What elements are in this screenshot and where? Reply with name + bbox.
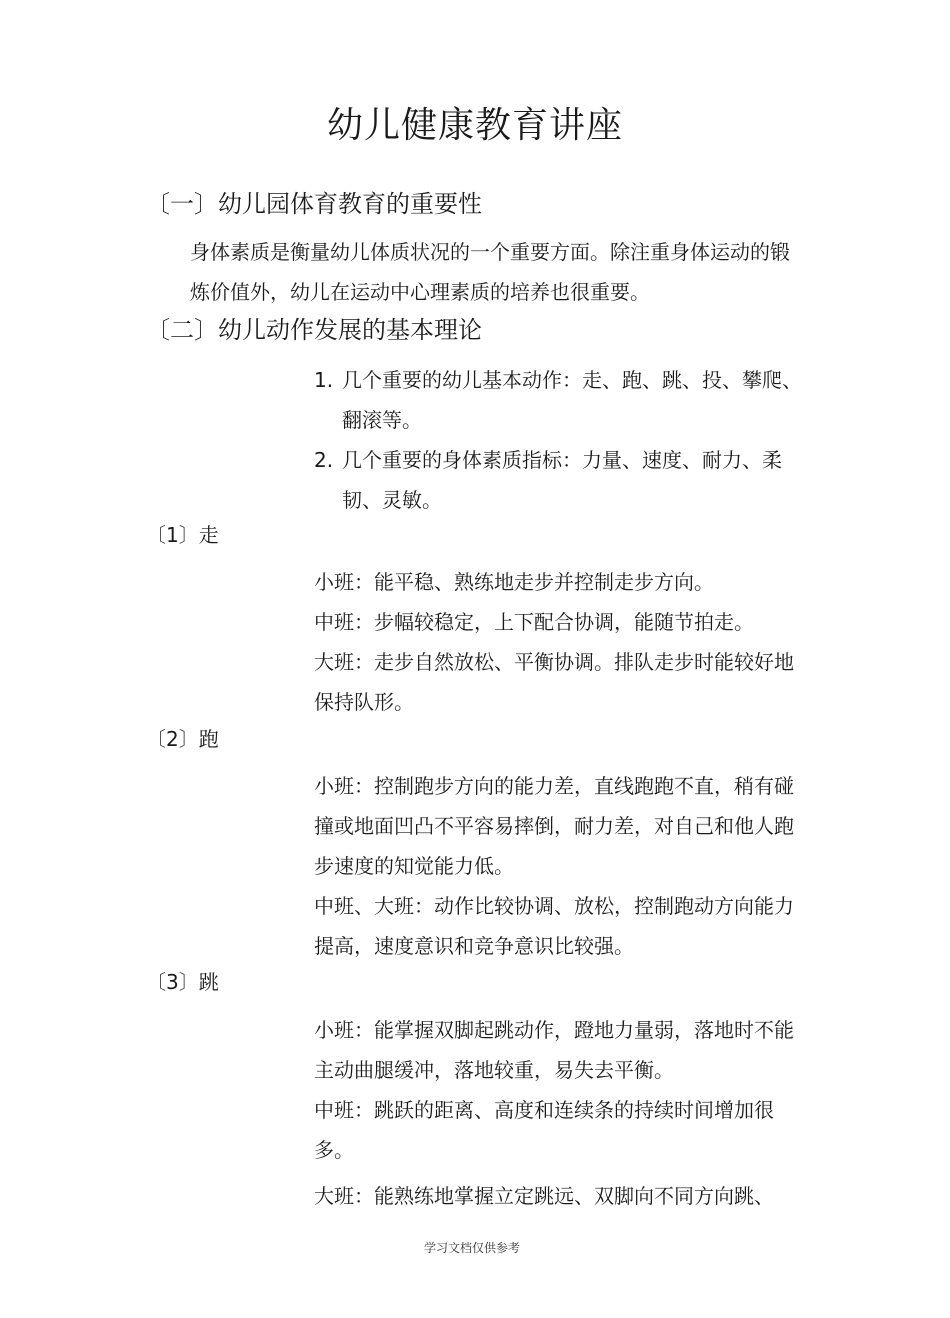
jump-block	[314, 1010, 806, 1216]
walk-entry-large: 大班：走步自然放松、平衡协调。排队走步时能较好地保持队形。	[314, 650, 794, 714]
list-item	[314, 440, 814, 520]
walk-block	[314, 562, 806, 722]
page-title: 幼儿健康教育讲座	[326, 105, 623, 146]
walk-entry-small: 小班：能平稳、熟练地走步并控制走步方向。	[314, 570, 714, 594]
section-heading-theory: 〔二〕幼儿动作发展的基本理论	[146, 316, 482, 344]
subheading-jump: 〔3〕跳	[146, 970, 219, 994]
run-block	[314, 766, 806, 966]
list-item	[314, 360, 814, 440]
jump-entry-small: 小班：能掌握双脚起跳动作，蹬地力量弱，落地时不能主动曲腿缓冲，落地较重，易失去平衡。	[314, 1018, 794, 1082]
list-item-text: 几个重要的幼儿基本动作：走、跑、跳、投、攀爬、翻滚等。	[342, 368, 802, 432]
section-paragraph	[146, 232, 806, 312]
jump-entry-large: 大班：能熟练地掌握立定跳远、双脚向不同方向跳、	[314, 1184, 774, 1208]
run-entry-middle-large: 中班、大班：动作比较协调、放松，控制跑动方向能力提高，速度意识和竞争意识比较强。	[314, 894, 794, 958]
paragraph-text: 身体素质是衡量幼儿体质状况的一个重要方面。除注重身体运动的锻炼价值外，幼儿在运动中心理素质的培养也很重要。	[190, 240, 790, 304]
jump-entry-middle: 中班：跳跃的距离、高度和连续条的持续时间增加很多。	[314, 1098, 774, 1162]
subheading-run: 〔2〕跑	[146, 727, 219, 751]
list-item-number: 2.	[314, 448, 334, 472]
section-heading-importance: 〔一〕幼儿园体育教育的重要性	[146, 190, 482, 218]
run-entry-small: 小班：控制跑步方向的能力差，直线跑跑不直，稍有碰撞或地面凹凸不平容易摔倒，耐力差，对自己和他人跑步速度的知觉能力低。	[314, 774, 794, 878]
numbered-list	[314, 360, 814, 520]
list-item-number: 1.	[314, 368, 334, 392]
walk-entry-middle: 中班：步幅较稳定，上下配合协调，能随节拍走。	[314, 610, 754, 634]
footer-note: 学习文档仅供参考	[424, 1241, 521, 1255]
list-item-text: 几个重要的身体素质指标：力量、速度、耐力、柔韧、灵敏。	[342, 448, 782, 512]
subheading-walk: 〔1〕走	[146, 523, 219, 547]
